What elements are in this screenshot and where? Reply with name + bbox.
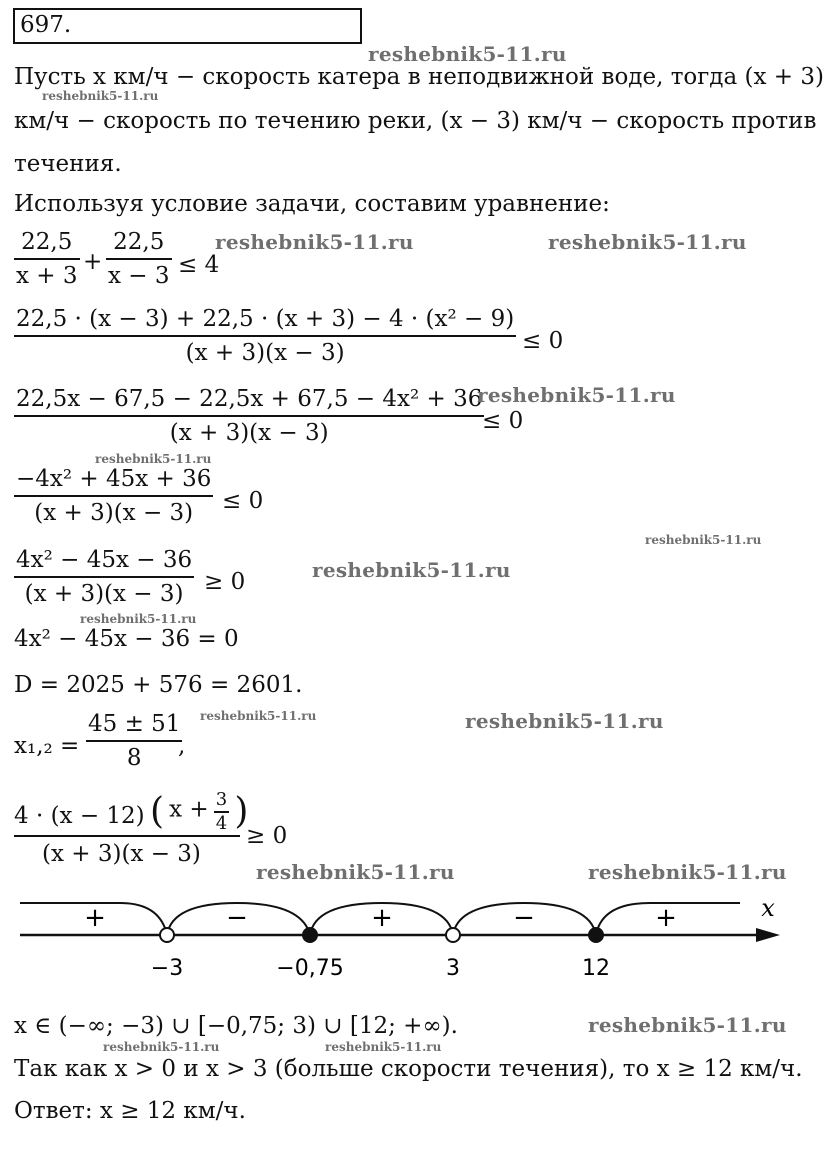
watermark: reshebnik5-11.ru [200,709,317,723]
watermark: reshebnik5-11.ru [103,1040,220,1054]
point-open-3 [446,928,460,942]
watermark: reshebnik5-11.ru [477,383,676,407]
step3-numerator: 22,5x − 67,5 − 22,5x + 67,5 − 4x² + 36 [16,386,483,412]
step9-numerator-b-text: x + [169,796,209,823]
big-paren-open: ( [150,791,165,832]
point-label-4: 12 [582,956,610,981]
sign-arc-1-end [120,903,167,935]
step5-denominator: (x + 3)(x − 3) [24,581,184,607]
step9-numerator-b [150,790,248,834]
step1-plus: + [83,249,103,275]
step8-numerator: 45 ± 51 [88,711,181,737]
sign-5: + [655,903,677,933]
intro-line-3: течения. [14,151,122,177]
fraction-bar [86,740,182,742]
watermark: reshebnik5-11.ru [256,860,455,884]
answer-final: Ответ: x ≥ 12 км/ч. [14,1098,246,1124]
step8-denominator: 8 [126,745,142,771]
watermark: reshebnik5-11.ru [312,558,511,582]
sign-2: − [226,903,248,933]
step8-fraction [86,710,182,772]
number-line [0,888,838,988]
fraction-bar [14,495,213,497]
watermark: reshebnik5-11.ru [80,612,197,626]
step7-discriminant: D = 2025 + 576 = 2601. [14,672,303,698]
watermark: reshebnik5-11.ru [588,1013,787,1037]
watermark: reshebnik5-11.ru [95,452,212,466]
watermark: reshebnik5-11.ru [368,42,567,66]
step5-numerator: 4x² − 45x − 36 [16,547,193,573]
step6-equation: 4x² − 45x − 36 = 0 [14,626,239,652]
step1-relation: ≤ 4 [178,252,220,278]
watermark: reshebnik5-11.ru [645,533,762,547]
watermark: reshebnik5-11.ru [42,89,159,103]
answer-set: x ∈ (−∞; −3) ∪ [−0,75; 3) ∪ [12; +∞). [14,1013,458,1039]
answer-reasoning: Так как x > 0 и x > 3 (больше скорости течения), то x ≥ 12 км/ч. [14,1056,803,1082]
step1-denominator-2: x − 3 [108,263,170,289]
step1-numerator-2: 22,5 [113,229,165,255]
step9-inner-denominator: 4 [215,813,228,834]
point-label-1: −3 [150,956,184,981]
step3-relation: ≤ 0 [482,408,524,434]
step9-inner-fraction [214,790,229,834]
problem-number: 697. [20,12,72,38]
step1-fraction-2 [106,228,172,290]
watermark: reshebnik5-11.ru [215,230,414,254]
step9-inner-numerator: 3 [215,789,228,810]
watermark: reshebnik5-11.ru [465,709,664,733]
intro-line-1: Пусть x км/ч − скорость катера в неподвижной воде, тогда (x + 3) [14,64,824,90]
step1-denominator-1: x + 3 [16,263,78,289]
step4-numerator: −4x² + 45x + 36 [16,466,212,492]
sign-3: + [371,903,393,933]
fraction-bar [14,415,484,417]
step4-fraction [14,465,213,527]
big-paren-close: ) [234,791,249,832]
point-filled-minus-0-75 [302,927,318,943]
step9-relation: ≥ 0 [246,823,288,849]
watermark: reshebnik5-11.ru [325,1040,442,1054]
fraction-bar [106,258,172,260]
step9-numerator-a: 4 · (x − 12) [14,803,145,829]
fraction-bar [14,335,516,337]
step8-lhs: x₁,₂ = [14,733,80,759]
step2-numerator: 22,5 · (x − 3) + 22,5 · (x + 3) − 4 · (x² − 9) [16,306,515,332]
point-label-2: −0,75 [276,956,344,981]
axis-arrow [756,928,780,942]
point-open-minus-3 [160,928,174,942]
watermark: reshebnik5-11.ru [548,230,747,254]
step5-fraction [14,546,194,608]
fraction-bar [14,258,80,260]
step3-fraction [14,385,484,447]
step2-denominator: (x + 3)(x − 3) [185,340,345,366]
step1-numerator-1: 22,5 [21,229,73,255]
watermark: reshebnik5-11.ru [588,860,787,884]
sign-1: + [84,903,106,933]
sign-4: − [513,903,535,933]
intro-line-4: Используя условие задачи, составим уравнение: [14,191,610,217]
fraction-bar [14,576,194,578]
step2-fraction [14,305,516,367]
step3-denominator: (x + 3)(x − 3) [169,420,329,446]
step4-relation: ≤ 0 [222,488,264,514]
step8-comma: , [178,733,186,759]
point-label-3: 3 [446,956,460,981]
axis-label-x: x [761,894,775,922]
step5-relation: ≥ 0 [204,569,246,595]
intro-line-2: км/ч − скорость по течению реки, (x − 3) км/ч − скорость против [14,108,817,134]
point-filled-12 [588,927,604,943]
step9-denominator: (x + 3)(x − 3) [42,841,201,867]
step1-fraction-1 [14,228,80,290]
step2-relation: ≤ 0 [522,328,564,354]
step4-denominator: (x + 3)(x − 3) [34,500,194,526]
step9-fraction-bar [14,835,240,837]
